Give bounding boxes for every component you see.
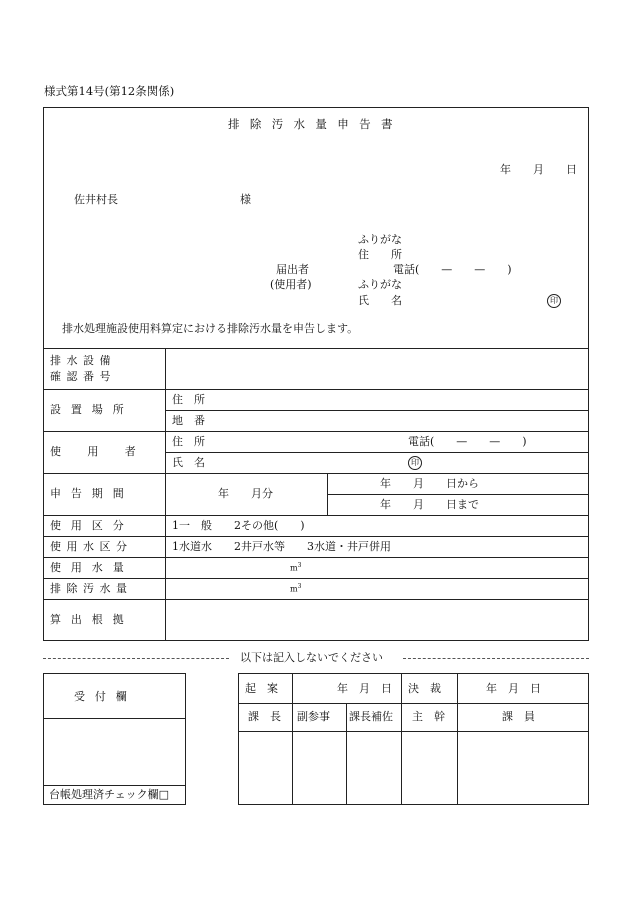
rule	[327, 494, 589, 495]
confirmation-label-1: 排水設備	[50, 354, 116, 367]
sewage-volume-field[interactable]	[166, 579, 588, 598]
usage-type-label: 使用区分	[50, 519, 134, 532]
water-type-options[interactable]: 1水道水 2井戸水等 3水道・井戸併用	[172, 540, 391, 553]
rule	[43, 473, 589, 474]
period-to-field[interactable]: 年 月 日まで	[380, 498, 479, 511]
period-label: 申告期間	[50, 487, 134, 500]
applicant-seal	[547, 294, 561, 308]
honorific: 様	[240, 193, 251, 206]
rule	[238, 703, 589, 704]
unit-exponent: 3	[297, 562, 302, 569]
water-type-label: 使用水区分	[50, 540, 133, 553]
period-from-field[interactable]: 年 月 日から	[380, 477, 479, 490]
confirmation-number-field[interactable]	[166, 349, 588, 389]
applicant-user-label: (使用者)	[270, 278, 312, 291]
confirmation-label-2: 確認番号	[50, 370, 116, 383]
assistant-stamp-cell[interactable]	[347, 732, 400, 804]
rule	[165, 410, 589, 411]
declaration-statement: 排水処理施設使用料算定における排除汚水量を申告します。	[62, 322, 359, 335]
drafted-label: 起 案	[245, 682, 278, 695]
form-number: 様式第14号(第12条関係)	[44, 84, 175, 98]
ledger-checkbox[interactable]: 台帳処理済チェック欄□	[49, 788, 170, 801]
applicant-name-label: 氏 名	[358, 294, 402, 307]
supervisor-stamp-cell[interactable]	[402, 732, 456, 804]
date-field[interactable]: 年 月 日	[500, 163, 577, 176]
chief-label: 課 長	[248, 710, 281, 723]
seal-icon: 印	[547, 294, 561, 308]
decided-label: 決 裁	[408, 682, 441, 695]
water-volume-label: 使用水量	[50, 561, 134, 574]
furigana-label-1: ふりがな	[358, 233, 402, 246]
usage-type-options[interactable]: 1一 般 2その他( )	[172, 519, 305, 532]
deputy-label: 副参事	[297, 710, 330, 723]
separator-note: 以下は記入しないでください	[240, 651, 383, 664]
seal-icon: 印	[408, 456, 422, 470]
deputy-stamp-cell[interactable]	[293, 732, 345, 804]
dashed-divider	[403, 658, 589, 659]
addressee: 佐井村長	[74, 193, 118, 206]
rule	[43, 536, 589, 537]
basis-label: 算出根拠	[50, 613, 134, 626]
rule	[165, 452, 589, 453]
user-seal	[408, 456, 422, 470]
chief-stamp-cell[interactable]	[239, 732, 291, 804]
rule	[292, 673, 293, 703]
rule	[43, 785, 186, 786]
assistant-label: 課長補佐	[349, 710, 393, 723]
unit-m: m	[290, 584, 298, 594]
supervisor-label: 主 幹	[412, 710, 445, 723]
rule	[43, 431, 589, 432]
rule	[43, 515, 589, 516]
form-title: 排除汚水量申告書	[228, 117, 403, 131]
applicant-label: 届出者	[276, 263, 309, 276]
location-lot-field[interactable]: 地 番	[172, 414, 205, 427]
unit-m: m	[290, 563, 298, 573]
sewage-volume-label: 排除汚水量	[50, 582, 133, 595]
location-address-field[interactable]: 住 所	[172, 393, 205, 406]
location-label: 設置場所	[50, 403, 134, 416]
applicant-phone-field[interactable]: 電話( — — )	[393, 263, 512, 276]
period-months-field[interactable]: 年 月分	[218, 487, 273, 500]
reception-title: 受付欄	[74, 690, 137, 703]
basis-field[interactable]	[166, 600, 588, 640]
user-phone-field[interactable]: 電話( — — )	[408, 435, 527, 448]
user-name-field[interactable]: 氏 名	[172, 456, 205, 469]
user-label: 使用者	[50, 445, 163, 458]
unit-exponent: 3	[297, 583, 302, 590]
water-volume-field[interactable]	[166, 558, 588, 577]
dashed-divider	[43, 658, 229, 659]
rule	[43, 389, 589, 390]
staff-label: 課 員	[502, 710, 535, 723]
applicant-address-label: 住 所	[358, 248, 402, 261]
rule	[327, 473, 328, 515]
decided-date-field[interactable]: 年 月 日	[486, 682, 541, 695]
user-address-field[interactable]: 住 所	[172, 435, 205, 448]
drafted-date-field[interactable]: 年 月 日	[337, 682, 392, 695]
reception-stamp-area[interactable]	[44, 719, 185, 784]
staff-stamp-cell[interactable]	[458, 732, 588, 804]
furigana-label-2: ふりがな	[358, 278, 402, 291]
